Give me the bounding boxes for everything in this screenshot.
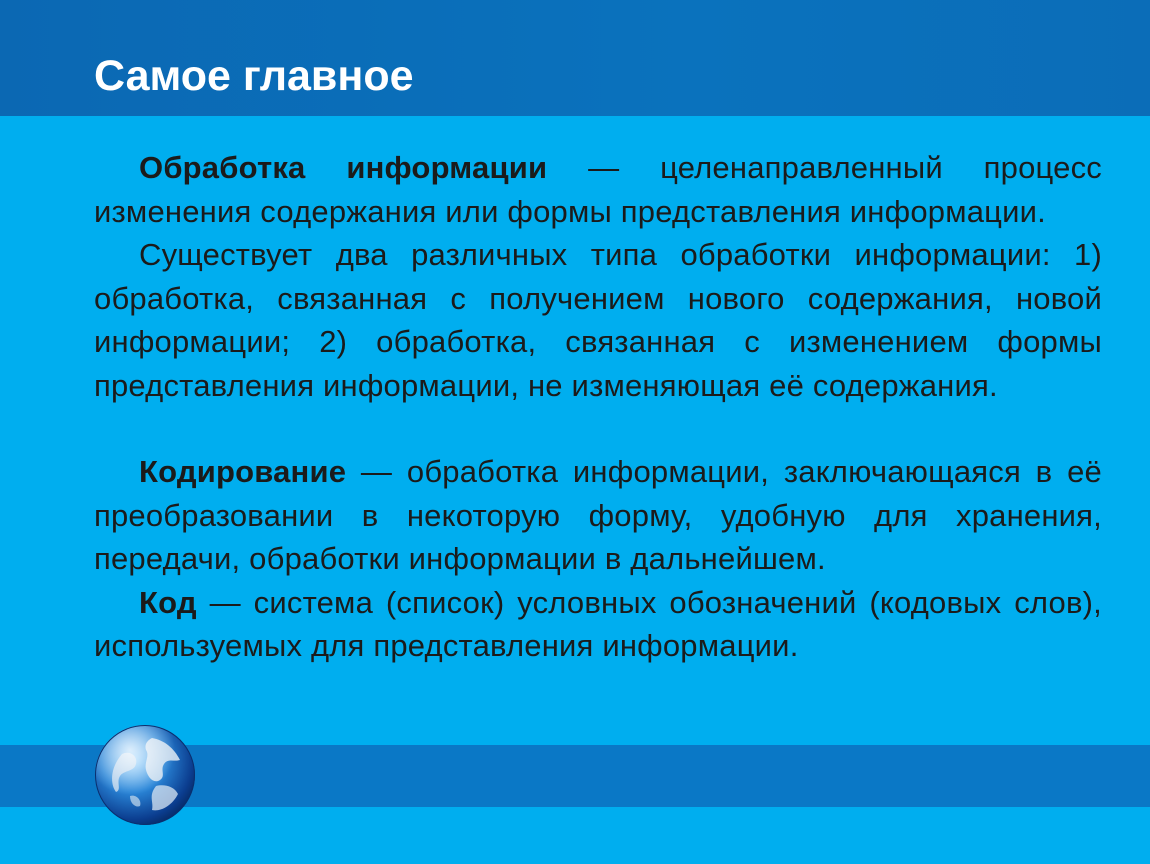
definition-code-text: — система (список) условных обозначений (кодовых слов), используемых для представления информации. [94,584,1102,663]
spacer [94,407,1102,450]
title-bar [0,0,1150,116]
slide-title: Самое главное [94,52,414,100]
processing-types: Существует два различных типа обработки информации: 1) обработка, связанная с получением нового содержания, новой информации; 2) обработка, связанная с изменением формы представления информации, не изменяющая её содержания. [94,237,1102,403]
definition-encoding-text: — обработка информации, заключающаяся в её преобразовании в некоторую форму, удобную для хранения, передачи, обработки информации в дальнейшем. [94,454,1102,576]
term-code: Код [139,584,197,620]
definition-code [94,581,1102,668]
term-processing: Обработка информации [139,150,548,185]
term-encoding: Кодирование [139,454,347,489]
definition-processing [94,146,1102,233]
slide-content [94,146,1102,668]
globe-icon [94,724,196,826]
definition-encoding [94,450,1102,581]
definition-processing-text: — целенаправленный процесс изменения содержания или формы представления информации. [94,150,1102,229]
